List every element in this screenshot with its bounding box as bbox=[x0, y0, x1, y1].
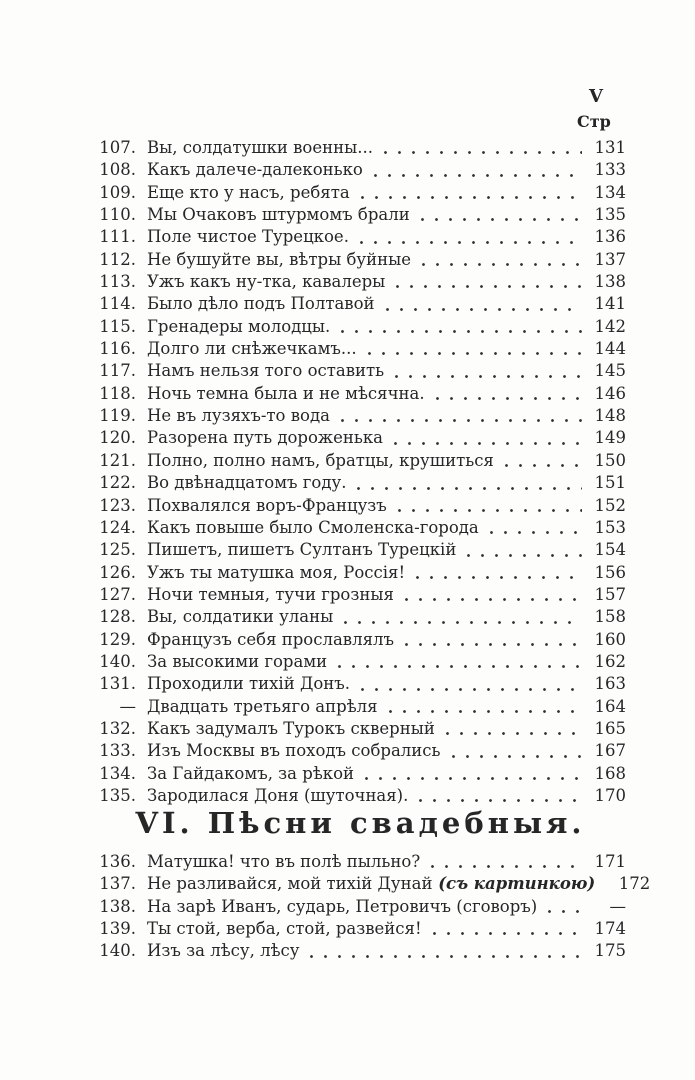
entry-title: Матушка! что въ полѣ пыльно? bbox=[147, 852, 421, 871]
dot-leader bbox=[338, 665, 582, 668]
entry-number: 139. bbox=[99, 919, 136, 939]
entry-number: 128. bbox=[99, 607, 136, 627]
entry-number: 135. bbox=[99, 785, 136, 805]
dot-leader bbox=[505, 464, 582, 467]
toc-entry bbox=[95, 851, 626, 873]
entry-number: 107. bbox=[99, 138, 136, 157]
entry-page: 174 bbox=[594, 919, 626, 939]
toc-entry bbox=[95, 696, 626, 718]
entry-page: 145 bbox=[594, 361, 626, 381]
entry-page: 142 bbox=[594, 316, 626, 336]
dot-leader bbox=[395, 375, 582, 378]
toc-entry bbox=[95, 472, 626, 494]
entry-number: 129. bbox=[99, 629, 136, 649]
dot-leader bbox=[433, 932, 582, 935]
entry-number: — bbox=[119, 696, 136, 716]
toc-entry bbox=[95, 249, 626, 271]
entry-page: 170 bbox=[594, 785, 626, 805]
entry-title: Мы Очаковъ штурмомъ брали bbox=[147, 205, 410, 225]
entry-page: 164 bbox=[594, 696, 626, 716]
entry-number: 127. bbox=[99, 584, 136, 604]
dot-leader bbox=[422, 263, 582, 266]
dot-leader bbox=[436, 397, 582, 400]
toc-entry bbox=[95, 562, 626, 584]
toc-entry bbox=[95, 360, 626, 382]
toc-entry bbox=[95, 517, 626, 539]
entry-number: 131. bbox=[99, 674, 136, 694]
toc-entry bbox=[95, 405, 626, 427]
entry-number: 133. bbox=[99, 741, 136, 761]
entry-number: 115. bbox=[99, 316, 136, 336]
entry-number: 114. bbox=[99, 294, 136, 314]
section-heading: VI. Пѣсни свадебныя. bbox=[135, 806, 586, 840]
entry-page: 134 bbox=[594, 182, 626, 202]
entry-title: Похвалялся воръ-Французъ bbox=[147, 495, 387, 515]
entry-page: 153 bbox=[594, 517, 626, 537]
entry-title: Было дѣло подъ Полтавой bbox=[147, 294, 375, 314]
entry-page: 146 bbox=[594, 383, 626, 403]
entry-title: Зародилася Доня (шуточная). bbox=[147, 785, 409, 805]
entry-title: Поле чистое Турецкое. bbox=[147, 227, 349, 247]
dot-leader bbox=[384, 151, 582, 154]
entry-title: Разорена путь дороженька bbox=[147, 428, 384, 448]
entry-page: 162 bbox=[594, 651, 626, 671]
entry-page: — bbox=[609, 896, 626, 916]
entry-page: 149 bbox=[594, 428, 626, 448]
entry-page: 136 bbox=[594, 227, 626, 247]
dot-leader bbox=[419, 799, 582, 802]
entry-number: 132. bbox=[99, 718, 136, 738]
entry-title: Проходили тихій Донъ. bbox=[147, 674, 351, 694]
entry-number: 110. bbox=[99, 205, 136, 225]
entry-number: 113. bbox=[99, 272, 136, 292]
toc-list-part2 bbox=[95, 851, 651, 963]
toc-entry bbox=[95, 785, 626, 807]
entry-title: За Гайдакомъ, за рѣкой bbox=[147, 763, 355, 783]
entry-note: (съ картинкою) bbox=[432, 874, 596, 894]
entry-page: 172 bbox=[618, 874, 651, 894]
dot-leader bbox=[405, 643, 582, 646]
dot-leader bbox=[374, 174, 582, 177]
entry-number: 117. bbox=[99, 361, 136, 381]
entry-page: 138 bbox=[594, 272, 626, 292]
toc-entry bbox=[95, 383, 626, 405]
entry-page: 167 bbox=[594, 741, 626, 761]
dot-leader bbox=[341, 330, 582, 333]
entry-title: Ужъ ты матушка моя, Россія! bbox=[147, 562, 406, 582]
toc-entry bbox=[95, 918, 626, 940]
entry-page: 151 bbox=[594, 473, 626, 493]
entry-number: 124. bbox=[99, 517, 136, 537]
entry-number: 119. bbox=[99, 406, 136, 426]
dot-leader bbox=[341, 419, 582, 422]
toc-entry bbox=[95, 338, 626, 360]
entry-number: 122. bbox=[99, 473, 136, 493]
entry-number: 123. bbox=[99, 495, 136, 515]
entry-title: Не бушуйте вы, вѣтры буйные bbox=[147, 249, 411, 269]
toc-entry bbox=[95, 182, 626, 204]
entry-number: 137. bbox=[99, 874, 136, 894]
entry-title: Ночь темна была и не мѣсячна. bbox=[147, 383, 425, 403]
entry-number: 109. bbox=[99, 182, 136, 202]
entry-title: Долго ли снѣжечкамъ... bbox=[147, 339, 357, 359]
entry-title: Намъ нельзя того оставить bbox=[147, 361, 385, 381]
toc-entry bbox=[95, 226, 626, 248]
dot-leader bbox=[452, 755, 583, 758]
toc-entry bbox=[95, 450, 626, 472]
entry-title: Не разливайся, мой тихій Дунай (съ картинкою) bbox=[147, 874, 596, 894]
toc-entry bbox=[95, 940, 626, 962]
dot-leader bbox=[365, 777, 582, 780]
entry-title: Вы, солдатушки военны... bbox=[147, 138, 373, 157]
toc-entry bbox=[95, 495, 626, 517]
entry-title: Французъ себя прославлялъ bbox=[147, 629, 394, 649]
dot-leader bbox=[360, 241, 582, 244]
entry-title: Гренадеры молодцы. bbox=[147, 316, 331, 336]
entry-title: Какъ повыше было Смоленска-города bbox=[147, 517, 479, 537]
entry-title: Ночи темныя, тучи грозныя bbox=[147, 584, 394, 604]
entry-page: 158 bbox=[594, 607, 626, 627]
entry-title: На зарѣ Иванъ, сударь, Петровичъ (сговоръ) bbox=[147, 896, 538, 916]
entry-number: 140. bbox=[99, 941, 136, 961]
toc-entry bbox=[95, 427, 626, 449]
entry-number: 108. bbox=[99, 160, 136, 180]
toc-entry bbox=[95, 740, 626, 762]
entry-page: 175 bbox=[594, 941, 626, 961]
toc-entry bbox=[95, 763, 626, 785]
entry-number: 138. bbox=[99, 896, 136, 916]
dot-leader bbox=[405, 598, 582, 601]
dot-leader bbox=[389, 710, 582, 713]
page-folio: V bbox=[589, 86, 604, 107]
toc-entry bbox=[95, 584, 626, 606]
entry-page: 135 bbox=[594, 205, 626, 225]
entry-title: Ты стой, верба, стой, развейся! bbox=[147, 919, 422, 939]
dot-leader bbox=[361, 196, 582, 199]
entry-title: Двадцать третьяго апрѣля bbox=[147, 696, 378, 716]
entry-number: 125. bbox=[99, 540, 136, 560]
entry-page: 154 bbox=[594, 540, 626, 560]
entry-number: 136. bbox=[99, 852, 136, 871]
entry-title: Вы, солдатики уланы bbox=[147, 607, 334, 627]
toc-entry bbox=[95, 539, 626, 561]
entry-number: 118. bbox=[99, 383, 136, 403]
dot-leader bbox=[398, 509, 582, 512]
entry-title: Полно, полно намъ, братцы, крушиться bbox=[147, 450, 494, 470]
toc-entry bbox=[95, 629, 626, 651]
entry-title: Еще кто у насъ, ребята bbox=[147, 182, 350, 202]
entry-page: 163 bbox=[594, 674, 626, 694]
entry-page: 137 bbox=[594, 249, 626, 269]
dot-leader bbox=[467, 554, 582, 557]
dot-leader bbox=[357, 487, 582, 490]
dot-leader bbox=[421, 218, 582, 221]
entry-title: Пишетъ, пишетъ Султанъ Турецкій bbox=[147, 540, 457, 560]
dot-leader bbox=[548, 910, 582, 913]
toc-entry bbox=[95, 606, 626, 628]
entry-title: Изъ за лѣсу, лѣсу bbox=[147, 941, 300, 961]
dot-leader bbox=[431, 865, 582, 868]
toc-entry bbox=[95, 137, 626, 159]
entry-page: 157 bbox=[594, 584, 626, 604]
toc-list-part1 bbox=[95, 137, 626, 807]
entry-title: Ужъ какъ ну-тка, кавалеры bbox=[147, 272, 386, 292]
dot-leader bbox=[446, 732, 582, 735]
toc-entry bbox=[95, 873, 651, 895]
dot-leader bbox=[344, 621, 582, 624]
toc-entry bbox=[95, 204, 626, 226]
entry-page: 160 bbox=[594, 629, 626, 649]
dot-leader bbox=[394, 442, 582, 445]
toc-entry bbox=[95, 293, 626, 315]
dot-leader bbox=[368, 352, 582, 355]
dot-leader bbox=[490, 531, 582, 534]
entry-page: 133 bbox=[594, 160, 626, 180]
entry-title: Какъ задумалъ Турокъ скверный bbox=[147, 718, 435, 738]
toc-entry bbox=[95, 271, 626, 293]
entry-title: Изъ Москвы въ походъ собрались bbox=[147, 741, 441, 761]
toc-entry bbox=[95, 316, 626, 338]
entry-page: 148 bbox=[594, 406, 626, 426]
entry-number: 121. bbox=[99, 450, 136, 470]
entry-page: 144 bbox=[594, 339, 626, 359]
entry-title: Во двѣнадцатомъ году. bbox=[147, 473, 347, 493]
entry-number: 120. bbox=[99, 428, 136, 448]
entry-page: 131 bbox=[594, 138, 626, 157]
entry-number: 126. bbox=[99, 562, 136, 582]
dot-leader bbox=[310, 955, 582, 958]
entry-page: 156 bbox=[594, 562, 626, 582]
entry-number: 116. bbox=[99, 339, 136, 359]
toc-entry bbox=[95, 673, 626, 695]
entry-number: 140. bbox=[99, 651, 136, 671]
entry-title: За высокими горами bbox=[147, 651, 328, 671]
toc-entry bbox=[95, 718, 626, 740]
page-column-header: Стр bbox=[577, 112, 611, 131]
entry-title: Не въ лузяхъ-то вода bbox=[147, 406, 330, 426]
dot-leader bbox=[416, 576, 582, 579]
toc-entry bbox=[95, 651, 626, 673]
entry-title: Какъ далече-далеконько bbox=[147, 160, 363, 180]
dot-leader bbox=[396, 285, 582, 288]
entry-page: 152 bbox=[594, 495, 626, 515]
toc-entry bbox=[95, 159, 626, 181]
entry-number: 111. bbox=[99, 227, 136, 247]
entry-page: 168 bbox=[594, 763, 626, 783]
dot-leader bbox=[361, 688, 582, 691]
entry-number: 112. bbox=[99, 249, 136, 269]
entry-page: 165 bbox=[594, 718, 626, 738]
entry-page: 150 bbox=[594, 450, 626, 470]
entry-page: 171 bbox=[594, 852, 626, 871]
dot-leader bbox=[386, 308, 582, 311]
toc-entry bbox=[95, 896, 626, 918]
entry-page: 141 bbox=[594, 294, 626, 314]
entry-number: 134. bbox=[99, 763, 136, 783]
